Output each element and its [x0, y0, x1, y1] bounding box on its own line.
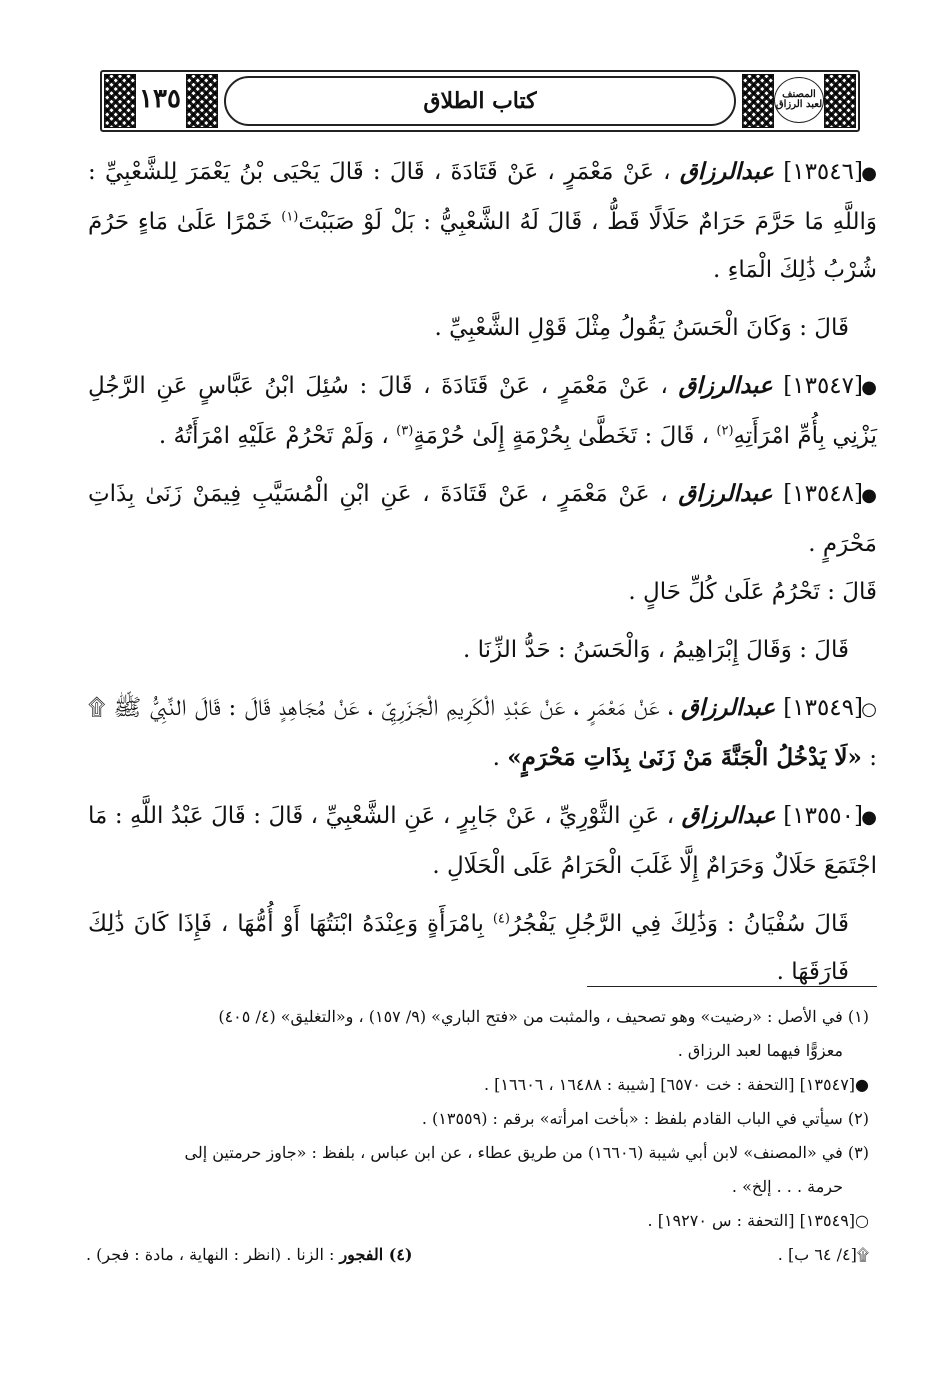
hadith-entry: ○[١٣٥٤٩] عبدالرزاق ، عَنْ مَعْمَرٍ ، عَنْ عَبْدِ الْكَرِيمِ الْجَزَرِيِّ ، عَنْ مُجَاهِدٍ قَالَ : قَالَ النَّبِيُّ ﷺ ۩ : «لَا يَدْخُلُ الْجَنَّةَ مَنْ زَنَىٰ بِذَاتِ مَحْرَمٍ» . — [88, 684, 877, 782]
footnote-line: (٢) سيأتي في الباب القادم بلفظ : «بأخت امرأته» برقم : (١٣٥٥٩) . — [421, 1109, 869, 1128]
commentary-line: قَالَ : وَقَالَ إِبْرَاهِيمُ ، وَالْحَسَنُ : حَدُّ الزِّنَا . — [463, 637, 849, 663]
footnote-divider — [587, 986, 877, 987]
footnote-line: ○[١٣٥٤٩] [التحفة : س ١٩٢٧٠] . — [647, 1211, 869, 1230]
footnote-line: ●[١٣٥٤٧] [التحفة : خت ٦٥٧٠] [شيبة : ١٦٤٨٨ ، ١٦٦٠٦] . — [484, 1075, 869, 1094]
footnote-line: (١) في الأصل : «رضيت» وهو تصحيف ، والمثبت من «فتح الباري» (٩/ ١٥٧) ، و«التغليق» (٤/ ٤٠٥) — [218, 1007, 869, 1026]
footnote-line: معزوًّا فيهما لعبد الرزاق . — [677, 1041, 843, 1060]
footnote-line: حرمة . . . إلخ» . — [731, 1177, 843, 1196]
entry-marker: ● — [861, 807, 877, 828]
folio-reference: ۩[٤/ ٦٤ ب] . — [777, 1245, 869, 1264]
footnote-ref: (٤) — [492, 911, 510, 927]
page-header — [100, 70, 860, 132]
chapter-title: كتاب الطلاق — [423, 88, 537, 114]
hadith-entry: ●[١٣٥٥٠] عبدالرزاق ، عَنِ الثَّوْرِيِّ ، عَنْ جَابِرٍ ، عَنِ الشَّعْبِيِّ ، قَالَ : قَالَ عَبْدُ اللَّهِ : مَا اجْتَمَعَ حَلَالٌ وَحَرَامٌ إِلَّا غَلَبَ الْحَرَامُ عَلَى الْحَلَالِ . — [88, 792, 877, 890]
prophetic-saying: «لَا يَدْخُلُ الْجَنَّةَ مَنْ زَنَىٰ بِذَاتِ مَحْرَمٍ» — [507, 744, 862, 771]
ornament-icon — [824, 74, 856, 128]
footnote-last-line — [86, 1238, 869, 1272]
commentary-line: قَالَ سُفْيَانُ : وَذَٰلِكَ فِي الرَّجُلِ يَفْجُرُ$^{(٤)}$ بِامْرَأَةٍ وَعِنْدَهُ ابْنَتُهَا أَوْ أُمُّهَا ، فَإِذَا كَانَ ذَٰلِكَ فَارَقَهَا . — [88, 911, 849, 985]
entry-marker: ● — [861, 163, 877, 184]
hadith-entry: ●[١٣٥٤٧] عبدالرزاق ، عَنْ مَعْمَرٍ ، عَنْ قَتَادَةَ ، قَالَ : سُئِلَ ابْنُ عَبَّاسٍ عَنِ الرَّجُلِ يَزْنِي بِأُمِّ امْرَأَتِهِ$^{(٢)}$ ، قَالَ : تَخَطَّىٰ بِحُرْمَةٍ إِلَىٰ حُرْمَةٍ$^{(٣)}$ ، وَلَمْ تَحْرُمْ عَلَيْهِ امْرَأَتُهُ . — [88, 362, 877, 460]
seal-line-2: لعبد الرزاق — [775, 99, 823, 110]
seal-line-1: المصنف — [782, 89, 816, 100]
hadith-entry: ●[١٣٥٤٦] عبدالرزاق ، عَنْ مَعْمَرٍ ، عَنْ قَتَادَةَ ، قَالَ : قَالَ يَحْيَى بْنُ يَعْمَرَ لِلشَّعْبِيِّ : وَاللَّهِ مَا حَرَّمَ حَرَامٌ حَلَالًا قَطُّ ، قَالَ لَهُ الشَّعْبِيُّ : بَلْ لَوْ صَبَبْتَ$^{(١)}$ خَمْرًا عَلَىٰ مَاءٍ حَرُمَ شُرْبُ ذَٰلِكَ الْمَاءِ . — [88, 148, 877, 294]
main-text — [88, 148, 877, 1006]
ornament-icon — [186, 74, 218, 128]
author-name: عبدالرزاق — [678, 372, 773, 399]
footnote-ref: (١) — [281, 209, 299, 225]
chapter-title-cartouche — [224, 76, 736, 126]
footnote-ref: (٣) — [396, 423, 414, 439]
footnotes — [86, 1000, 869, 1272]
commentary-line: قَالَ : وَكَانَ الْحَسَنُ يَقُولُ مِثْلَ قَوْلِ الشَّعْبِيِّ . — [434, 315, 849, 341]
author-name: عبدالرزاق — [679, 158, 775, 185]
hadith-entry: ●[١٣٥٤٨] عبدالرزاق ، عَنْ مَعْمَرٍ ، عَنْ قَتَادَةَ ، عَنِ ابْنِ الْمُسَيَّبِ فِيمَنْ زَنَىٰ بِذَاتِ مَحْرَمٍ . قَالَ : تَحْرُمُ عَلَىٰ كُلِّ حَالٍ . — [88, 470, 877, 616]
page-number: ١٣٥ — [139, 84, 181, 114]
entry-marker: ● — [861, 377, 877, 398]
footnote-ref: (٢) — [716, 423, 734, 439]
ornament-icon — [742, 74, 774, 128]
footnote-line: (٣) في «المصنف» لابن أبي شيبة (١٦٦٠٦) من طريق عطاء ، عن ابن عباس ، بلفظ : «جاوز حرمتين إلى — [184, 1143, 869, 1162]
book-seal-logo — [774, 77, 824, 123]
author-name: عبدالرزاق — [678, 480, 773, 507]
author-name: عبدالرزاق — [681, 802, 776, 829]
author-name: عبدالرزاق — [681, 694, 776, 721]
ornament-icon — [104, 74, 136, 128]
footnote-4: (٤) الفجور : الزنا . (انظر : النهاية ، مادة : فجر) . — [86, 1245, 413, 1264]
entry-marker: ● — [861, 485, 877, 506]
entry-marker: ○ — [861, 699, 878, 720]
